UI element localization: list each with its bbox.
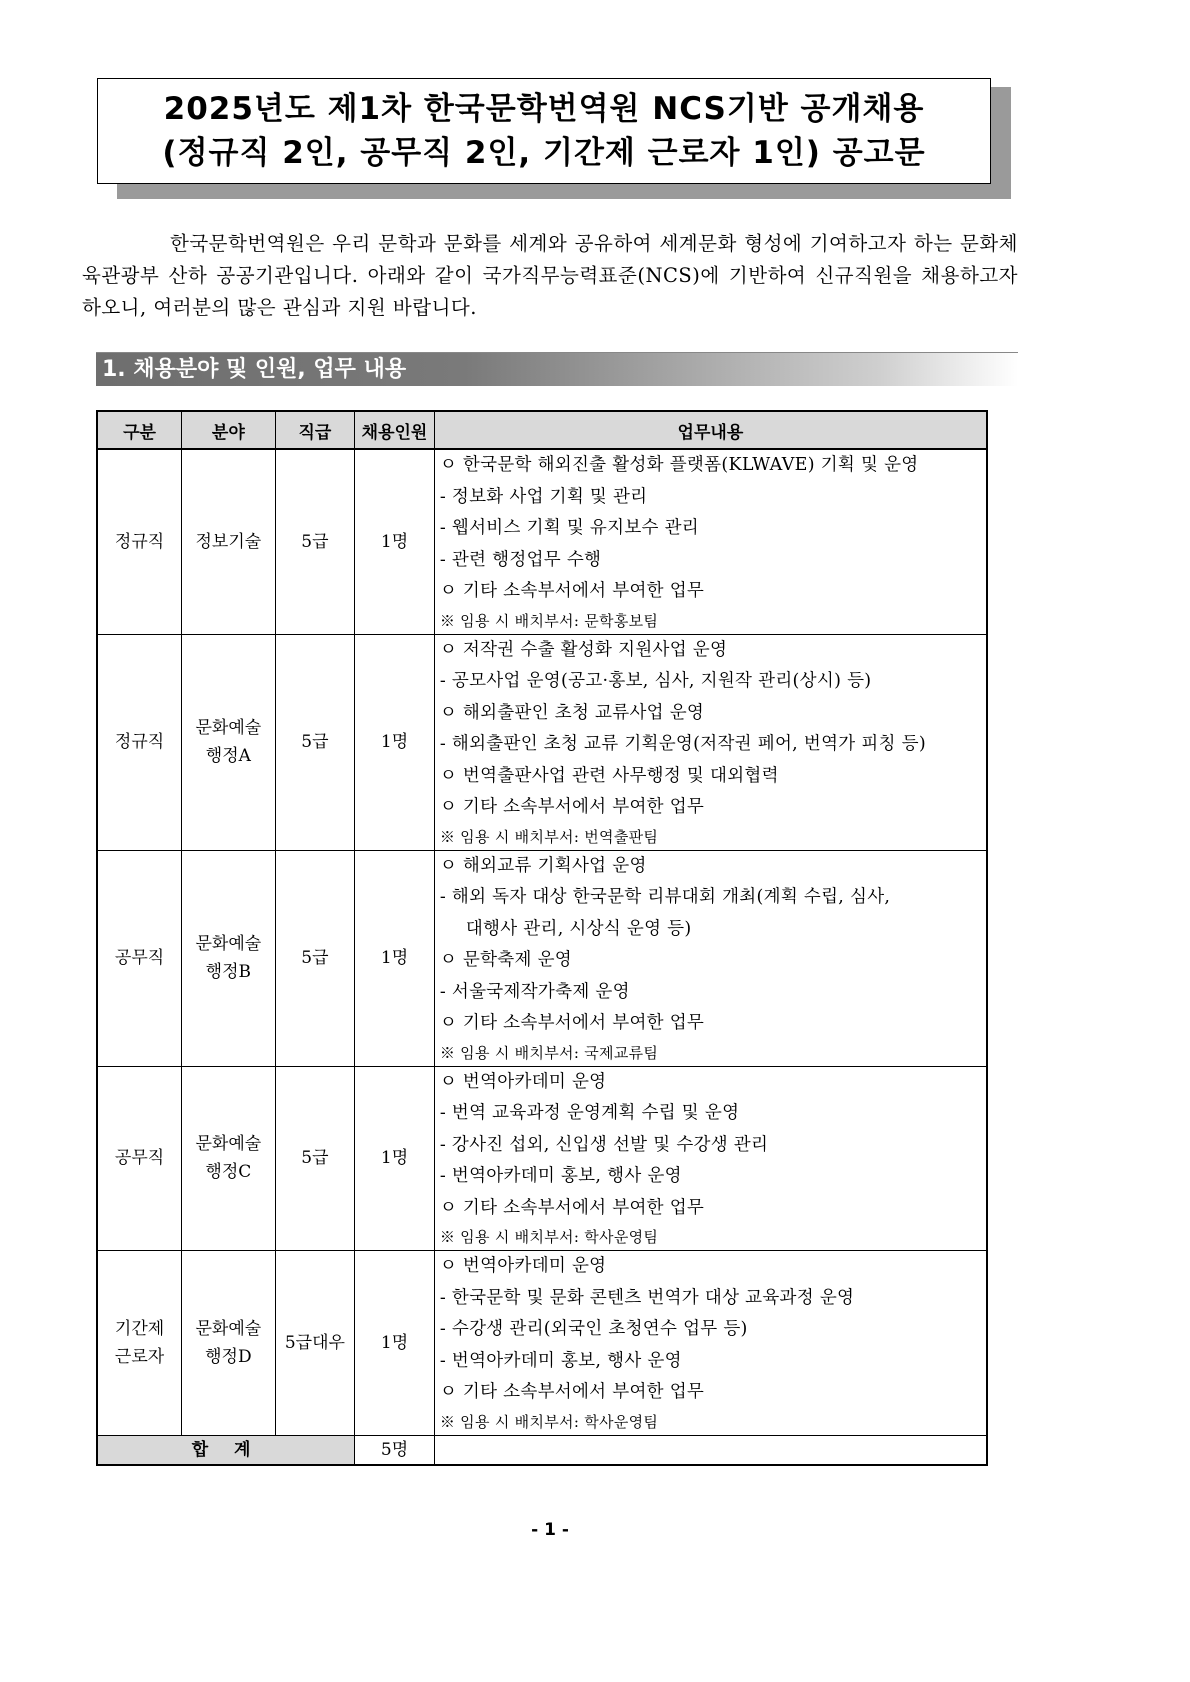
duty-line: ㅇ 해외출판인 초청 교류사업 운영 xyxy=(439,702,705,723)
total-empty xyxy=(434,1435,987,1465)
cell-field-line1: 문화예술 xyxy=(195,934,262,954)
total-count: 5명 xyxy=(355,1435,435,1465)
duty-line: - 공모사업 운영(공고·홍보, 심사, 지원작 관리(상시) 등) xyxy=(439,671,872,691)
table-row xyxy=(97,1066,987,1251)
duty-line: - 수강생 관리(외국인 초청연수 업무 등) xyxy=(439,1319,748,1339)
duty-line: - 정보화 사업 기획 및 관리 xyxy=(439,486,648,507)
cell-count: 1명 xyxy=(355,1251,435,1436)
cell-field-line1: 문화예술 xyxy=(195,718,262,738)
duty-line: ㅇ 기타 소속부서에서 부여한 업무 xyxy=(439,1013,705,1033)
duty-line: - 웹서비스 기획 및 유지보수 관리 xyxy=(439,518,700,538)
cell-duties xyxy=(434,1066,987,1251)
cell-field xyxy=(182,850,276,1066)
duty-note: ※ 임용 시 배치부서: 학사운영팀 xyxy=(439,1412,659,1431)
cell-duties xyxy=(434,449,987,634)
cell-count: 1명 xyxy=(355,1066,435,1251)
cell-type-line2: 근로자 xyxy=(114,1346,165,1367)
duty-line: ㅇ 문학축제 운영 xyxy=(439,950,572,970)
cell-grade: 5급대우 xyxy=(275,1251,355,1436)
cell-count: 1명 xyxy=(355,634,435,850)
table-row xyxy=(97,634,987,850)
cell-type: 공무직 xyxy=(97,850,182,1066)
total-label: 합 계 xyxy=(97,1435,355,1465)
header-type: 구분 xyxy=(97,411,182,449)
cell-type xyxy=(97,1251,182,1436)
header-field: 분야 xyxy=(182,411,276,449)
cell-field xyxy=(182,1066,276,1251)
table-header-row xyxy=(97,411,987,449)
cell-type-line1: 기간제 xyxy=(114,1318,165,1339)
title-line-2: (정규직 2인, 공무직 2인, 기간제 근로자 1인) 공고문 xyxy=(162,135,926,171)
cell-field-line1: 문화예술 xyxy=(195,1318,262,1339)
cell-field-line2: 행정D xyxy=(205,1346,252,1367)
cell-duties xyxy=(434,850,987,1066)
table-row xyxy=(97,1251,987,1436)
cell-field-line2: 행정A xyxy=(205,746,251,766)
section-heading: 1. 채용분야 및 인원, 업무 내용 xyxy=(102,357,407,382)
duty-line: - 강사진 섭외, 신입생 선발 및 수강생 관리 xyxy=(439,1134,769,1155)
duty-line: - 해외출판인 초청 교류 기획운영(저작권 페어, 번역가 피칭 등) xyxy=(439,734,926,754)
duty-line: ㅇ 번역아카데미 운영 xyxy=(439,1071,607,1092)
duty-note: ※ 임용 시 배치부서: 국제교류팀 xyxy=(439,1043,659,1062)
header-count: 채용인원 xyxy=(355,411,435,449)
section-heading-bar xyxy=(96,352,1018,386)
cell-field xyxy=(182,634,276,850)
header-grade: 직급 xyxy=(275,411,355,449)
duty-line: ㅇ 한국문학 해외진출 활성화 플랫폼(KLWAVE) 기획 및 운영 xyxy=(439,455,919,475)
cell-type: 공무직 xyxy=(97,1066,182,1251)
duty-line: ㅇ 기타 소속부서에서 부여한 업무 xyxy=(439,581,705,601)
header-duties: 업무내용 xyxy=(434,411,987,449)
duty-note: ※ 임용 시 배치부서: 번역출판팀 xyxy=(439,827,659,846)
duty-line: ㅇ 번역아카데미 운영 xyxy=(439,1256,607,1276)
duty-note: ※ 임용 시 배치부서: 학사운영팀 xyxy=(439,1228,659,1246)
duty-line: ㅇ 기타 소속부서에서 부여한 업무 xyxy=(439,797,705,817)
cell-type: 정규직 xyxy=(97,634,182,850)
duty-line: - 관련 행정업무 수행 xyxy=(439,549,602,570)
recruitment-table xyxy=(96,410,988,1466)
document-title xyxy=(97,78,991,184)
cell-type: 정규직 xyxy=(97,449,182,634)
duty-line: - 해외 독자 대상 한국문학 리뷰대회 개최(계획 수립, 심사, xyxy=(439,887,891,907)
page-number: - 1 - xyxy=(531,1520,569,1540)
cell-field-line2: 행정B xyxy=(205,962,251,982)
cell-field: 정보기술 xyxy=(182,449,276,634)
duty-line: - 번역아카데미 홍보, 행사 운영 xyxy=(439,1166,682,1186)
duty-line: - 번역 교육과정 운영계획 수립 및 운영 xyxy=(439,1103,740,1123)
duty-line: 대행사 관리, 시상식 운영 등) xyxy=(465,918,692,939)
duty-note: ※ 임용 시 배치부서: 문학홍보팀 xyxy=(439,611,659,630)
title-line-1: 2025년도 제1차 한국문학번역원 NCS기반 공개채용 xyxy=(163,91,925,127)
duty-line: ㅇ 기타 소속부서에서 부여한 업무 xyxy=(439,1197,705,1218)
cell-grade: 5급 xyxy=(275,850,355,1066)
duty-line: - 한국문학 및 문화 콘텐츠 번역가 대상 교육과정 운영 xyxy=(439,1287,855,1308)
table-total-row xyxy=(97,1435,987,1465)
duty-line: ㅇ 번역출판사업 관련 사무행정 및 대외협력 xyxy=(439,765,779,786)
duty-line: - 번역아카데미 홍보, 행사 운영 xyxy=(439,1350,682,1371)
cell-grade: 5급 xyxy=(275,634,355,850)
cell-duties xyxy=(434,634,987,850)
duty-line: - 서울국제작가축제 운영 xyxy=(439,981,630,1002)
duty-line: ㅇ 기타 소속부서에서 부여한 업무 xyxy=(439,1382,705,1402)
cell-grade: 5급 xyxy=(275,449,355,634)
cell-count: 1명 xyxy=(355,850,435,1066)
cell-field-line2: 행정C xyxy=(205,1162,252,1183)
intro-text: 한국문학번역원은 우리 문학과 문화를 세계와 공유하여 세계문화 형성에 기여하고자 하는 문화체육관광부 산하 공공기관입니다. 아래와 같이 국가직무능력표준(NCS)에 기반하여 신규직원을 채용하고자 하오니, 여러분의 많은 관심과 지원 바랍니다. xyxy=(82,232,1018,319)
table-row xyxy=(97,449,987,634)
cell-count: 1명 xyxy=(355,449,435,634)
intro-paragraph xyxy=(82,228,1018,324)
duty-line: ㅇ 저작권 수출 활성화 지원사업 운영 xyxy=(439,639,728,660)
table-row xyxy=(97,850,987,1066)
duty-line: ㅇ 해외교류 기획사업 운영 xyxy=(439,855,647,876)
cell-field-line1: 문화예술 xyxy=(195,1134,262,1155)
cell-field xyxy=(182,1251,276,1436)
cell-grade: 5급 xyxy=(275,1066,355,1251)
cell-duties xyxy=(434,1251,987,1436)
